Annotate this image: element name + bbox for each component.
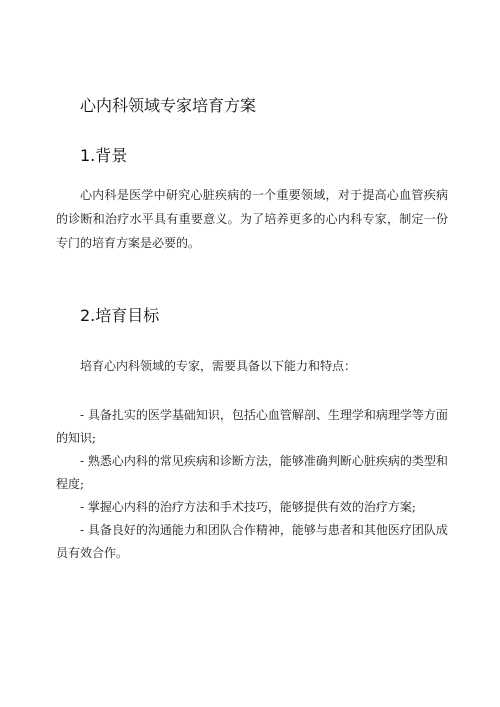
goals-list xyxy=(56,404,448,565)
document-title: 心内科领域专家培育方案 xyxy=(80,96,257,115)
list-item: - 熟悉心内科的常见疾病和诊断方法，能够准确判断心脏疾病的类型和程度; xyxy=(56,454,448,491)
list-item: - 具备良好的沟通能力和团队合作精神，能够与患者和其他医疗团队成员有效合作。 xyxy=(56,523,448,560)
section-heading-background: 1.背景 xyxy=(80,146,128,165)
list-item: - 掌握心内科的治疗方法和手术技巧，能够提供有效的治疗方案; xyxy=(80,500,416,514)
goals-intro-paragraph: 培育心内科领域的专家，需要具备以下能力和特点： xyxy=(80,359,357,373)
section-heading-goals: 2.培育目标 xyxy=(80,306,160,325)
background-paragraph: 心内科是医学中研究心脏疾病的一个重要领域，对于提高心血管疾病的诊断和治疗水平具有重要意义。为了培养更多的心内科专家，制定一份专门的培育方案是必要的。 xyxy=(56,188,448,250)
list-item: - 具备扎实的医学基础知识，包括心血管解剖、生理学和病理学等方面的知识; xyxy=(56,408,448,445)
